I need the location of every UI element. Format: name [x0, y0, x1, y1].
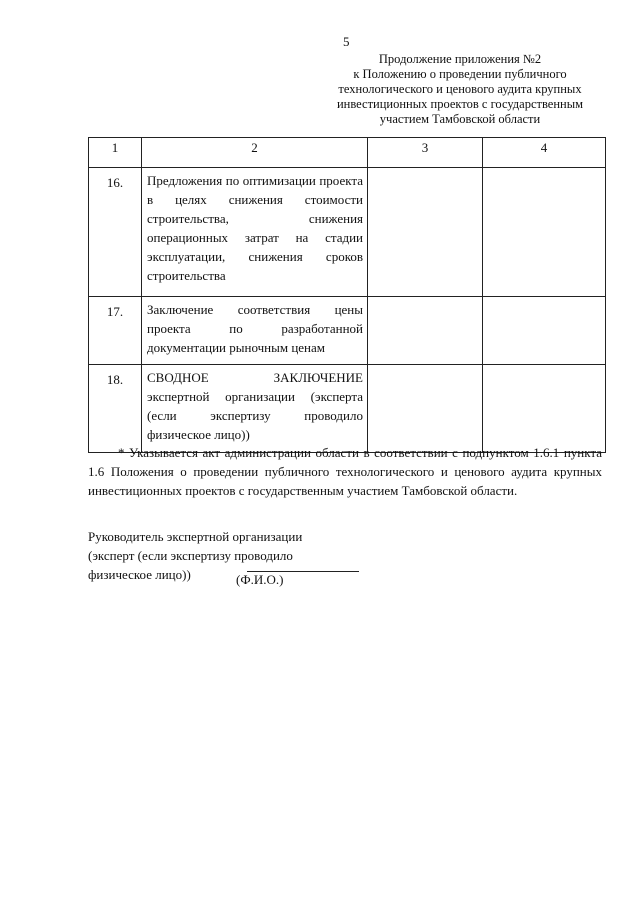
column-header-3: 3 [368, 138, 483, 168]
row-description: Заключение соответствия цены проекта по разработанной документации рыночным ценам [142, 297, 368, 365]
header-line: к Положению о проведении публичного [353, 67, 567, 81]
row-cell-4 [483, 365, 606, 453]
header-line: инвестиционных проектов с государственным [336, 97, 584, 111]
appendix-header [300, 52, 620, 127]
column-header-2: 2 [142, 138, 368, 168]
row-description: СВОДНОЕ ЗАКЛЮЧЕНИЕ экспертной организации (эксперта (если экспертизу проводило физическое лицо)) [142, 365, 368, 453]
signature-line: физическое лицо)) [88, 567, 191, 582]
column-header-4: 4 [483, 138, 606, 168]
row-cell-3 [368, 365, 483, 453]
row-number: 16. [89, 168, 142, 297]
header-line: Продолжение приложения №2 [378, 52, 542, 66]
row-number: 17. [89, 297, 142, 365]
header-line: участием Тамбовской области [379, 112, 541, 126]
table-row [89, 168, 606, 297]
row-number: 18. [89, 365, 142, 453]
page-number: 5 [343, 34, 350, 49]
row-cell-4 [483, 297, 606, 365]
table-row [89, 365, 606, 453]
header-line: технологического и ценового аудита крупных [338, 82, 582, 96]
table-header-row [89, 138, 606, 168]
signature-line: Руководитель экспертной организации [88, 529, 303, 544]
footnote: * Указывается акт администрации области в соответствии с подпунктом 1.6.1 пункта 1.6 Положения о проведении публичного технологического и ценового аудита крупных инвестиционных проектов с государственным участием Тамбовской области. [88, 445, 602, 498]
fio-label: (Ф.И.О.) [236, 572, 284, 587]
column-header-1: 1 [89, 138, 142, 168]
row-cell-3 [368, 297, 483, 365]
row-cell-4 [483, 168, 606, 297]
row-cell-3 [368, 168, 483, 297]
row-description: Предложения по оптимизации проекта в целях снижения стоимости строительства, снижения операционных затрат на стадии эксплуатации, снижения сроков строительства [142, 168, 368, 297]
audit-table [88, 137, 606, 453]
signature-line: (эксперт (если экспертизу проводило [88, 548, 293, 563]
table-row [89, 297, 606, 365]
